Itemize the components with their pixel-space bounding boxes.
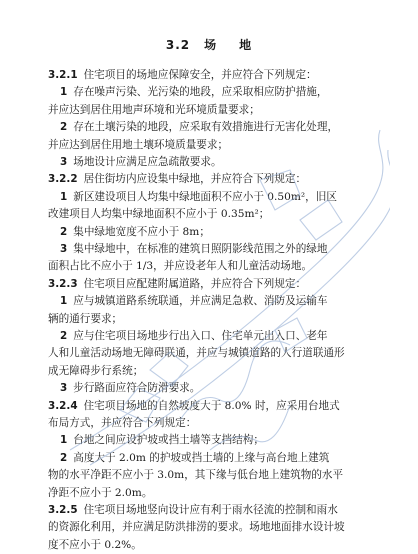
item-number: 3 — [60, 243, 68, 255]
line-text: 度不应小于 0.2%。 — [48, 538, 142, 551]
line-text: 物的水平净距不应小于 3.0m，其下缘与低台地上建筑物的水平 — [48, 469, 344, 482]
continuation-line — [48, 310, 376, 328]
line-text: 住宅项目的场地应保障安全，并应符合下列规定： — [83, 69, 317, 81]
item-number: 2 — [60, 121, 68, 134]
clause-number: 3.2.2 — [48, 173, 78, 186]
continuation-line — [48, 205, 376, 223]
line-text: 住宅项目场地的自然坡度大于 8.0% 时，应采用台地式 — [83, 399, 340, 412]
clause-number: 3.2.5 — [48, 504, 78, 516]
item-number: 3 — [60, 156, 68, 168]
item-line — [60, 240, 388, 258]
item-line — [60, 379, 388, 397]
line-text: 成无障碍步行系统； — [48, 364, 144, 377]
item-line — [60, 449, 388, 467]
line-text: 集中绿地宽度不应小于 8m； — [73, 225, 210, 238]
clause-number: 3.2.3 — [48, 277, 78, 290]
item-line — [60, 327, 388, 345]
continuation-line — [48, 136, 376, 154]
line-text: 住宅项目场地竖向设计应有利于雨水径流的控制和雨水 — [83, 504, 338, 516]
line-text: 步行路面应符合防滑要求。 — [73, 382, 201, 395]
line-text: 应与住宅项目场地步行出入口、住宅单元出入口、老年 — [73, 330, 328, 342]
clause-number: 3.2.1 — [48, 69, 78, 81]
item-line — [60, 83, 388, 101]
item-line — [60, 188, 388, 206]
continuation-line — [48, 536, 376, 554]
line-text: 人和儿童活动场地无障碍联通，并应与城镇道路的人行道联通形 — [48, 347, 345, 360]
line-text: 存在噪声污染、光污染的地段，应采取相应防护措施， — [73, 86, 328, 99]
line-text: 居住街坊内应设集中绿地，并应符合下列规定： — [83, 173, 307, 186]
item-line — [60, 431, 388, 449]
item-number: 1 — [60, 434, 68, 447]
clause-line — [48, 501, 376, 519]
item-number: 2 — [60, 451, 68, 464]
continuation-line — [48, 344, 376, 362]
clause-number: 3.2.4 — [48, 399, 78, 412]
item-number: 1 — [60, 86, 68, 99]
item-line — [60, 223, 388, 241]
line-text: 台地之间应设护坡或挡土墙等支挡结构； — [73, 434, 264, 447]
line-text: 净距不应小于 2.0m。 — [48, 486, 153, 499]
item-line — [60, 153, 388, 171]
line-text: 的资源化利用，并应满足防洪排涝的要求。场地地面排水设计坡 — [48, 521, 345, 534]
item-number: 3 — [60, 382, 68, 395]
continuation-line — [48, 466, 376, 484]
continuation-line — [48, 362, 376, 380]
item-number: 1 — [60, 295, 68, 308]
line-text: 面积占比不应小于 1/3，并应设老年人和儿童活动场地。 — [48, 260, 313, 273]
line-text: 辆的通行要求； — [48, 312, 123, 325]
clause-line — [48, 170, 376, 188]
continuation-line — [48, 484, 376, 502]
line-text: 住宅项目应配建附属道路，并应符合下列规定： — [83, 277, 307, 290]
clause-line — [48, 275, 376, 293]
item-number: 2 — [60, 330, 68, 342]
clause-line — [48, 397, 376, 415]
continuation-line — [48, 518, 376, 536]
clause-line — [48, 66, 376, 84]
continuation-line — [48, 257, 376, 275]
line-text: 新区建设项目人均集中绿地面积不应小于 0.50m²，旧区 — [73, 190, 337, 203]
line-text: 改建项目人均集中绿地面积不应小于 0.35m²； — [48, 208, 270, 221]
line-text: 布局方式，并应符合下列规定： — [48, 417, 197, 429]
line-text: 场地设计应满足应急疏散要求。 — [73, 156, 222, 168]
item-line — [60, 118, 388, 136]
section-title — [0, 36, 418, 53]
continuation-line — [48, 414, 376, 432]
line-text: 并应达到居住用地土壤环境质量要求； — [48, 138, 229, 151]
section-number: 3.2 — [165, 38, 191, 52]
section-title-char-2: 地 — [239, 38, 253, 52]
line-text: 集中绿地中，在标准的建筑日照阴影线范围之外的绿地 — [73, 243, 328, 255]
section-title-char-1: 场 — [204, 38, 218, 52]
line-text: 并应达到居住用地声环境和光环境质量要求； — [48, 103, 260, 116]
line-text: 存在土壤污染的地段，应采取有效措施进行无害化处理， — [73, 121, 339, 134]
item-line — [60, 292, 388, 310]
continuation-line — [48, 101, 376, 119]
line-text: 高度大于 2.0m 的护坡或挡土墙的上缘与高台地上建筑 — [73, 451, 330, 464]
item-number: 1 — [60, 190, 68, 203]
line-text: 应与城镇道路系统联通，并应满足急救、消防及运输车 — [73, 295, 328, 308]
item-number: 2 — [60, 225, 68, 238]
